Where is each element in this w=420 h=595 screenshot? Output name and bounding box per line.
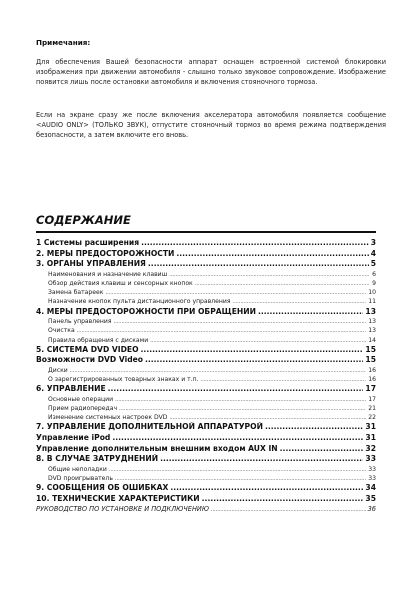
toc-leader-dots	[233, 298, 367, 306]
toc-entry-label: Управление дополнительным внешним входом AUX IN	[36, 443, 278, 453]
toc-entry-page: 33	[368, 465, 376, 473]
toc-entry-page: 13	[365, 306, 376, 316]
toc-entry[interactable]	[36, 297, 376, 306]
toc-leader-dots	[141, 238, 369, 249]
toc-leader-dots	[211, 505, 366, 514]
toc-entry-page: 3	[370, 238, 376, 247]
toc-leader-dots	[141, 345, 364, 356]
toc-entry[interactable]	[36, 413, 376, 422]
toc-entry-label: Диски	[48, 366, 68, 374]
toc-entry-page: 14	[368, 336, 376, 344]
toc-entry[interactable]	[36, 504, 376, 514]
toc-entry-label: Правила обращения с дисками	[48, 336, 149, 344]
table-of-contents	[36, 238, 376, 514]
toc-entry[interactable]	[36, 238, 376, 249]
notes-heading: Примечания:	[36, 38, 91, 47]
toc-entry[interactable]	[36, 366, 376, 375]
toc-entry-label: 6. УПРАВЛЕНИЕ	[36, 384, 106, 394]
toc-entry-label: 7. УПРАВЛЕНИЕ ДОПОЛНИТЕЛЬНОЙ АППАРАТУРОЙ	[36, 422, 263, 432]
toc-entry-label: Обзор действия клавиш и сенсорных кнопок	[48, 279, 193, 287]
toc-leader-dots	[202, 494, 364, 505]
toc-leader-dots	[169, 271, 370, 279]
toc-entry-page: 6	[372, 270, 376, 278]
toc-entry[interactable]	[36, 279, 376, 288]
toc-entry-label: 9. СООБЩЕНИЯ ОБ ОШИБКАХ	[36, 483, 169, 493]
toc-leader-dots	[70, 367, 367, 375]
toc-entry-label: О зарегистрированных товарных знаках и т.п.	[48, 376, 199, 384]
toc-entry-label: РУКОВОДСТВО ПО УСТАНОВКЕ И ПОДКЛЮЧЕНИЮ	[36, 505, 209, 514]
toc-entry-label: 4. МЕРЫ ПРЕДОСТОРОЖНОСТИ ПРИ ОБРАЩЕНИИ	[36, 306, 256, 316]
toc-entry[interactable]	[36, 317, 376, 326]
toc-entry[interactable]	[36, 259, 376, 270]
toc-entry-page: 36	[367, 505, 376, 514]
toc-leader-dots	[201, 376, 367, 384]
toc-leader-dots	[115, 475, 366, 483]
toc-leader-dots	[170, 483, 363, 494]
toc-entry-label: Возможности DVD Video	[36, 355, 144, 365]
toc-entry-page: 31	[365, 422, 376, 432]
toc-entry-page: 13	[368, 318, 376, 326]
toc-entry[interactable]	[36, 404, 376, 413]
toc-divider	[36, 231, 376, 233]
toc-leader-dots	[148, 259, 369, 270]
toc-entry-label: 2. МЕРЫ ПРЕДОСТОРОЖНОСТИ	[36, 248, 175, 258]
toc-leader-dots	[77, 327, 367, 335]
toc-entry-page: 11	[368, 298, 376, 306]
toc-entry[interactable]	[36, 307, 376, 318]
toc-entry-label: Управление iPod	[36, 433, 111, 442]
notes-paragraph-1: Для обеспечения Вашей безопасности аппарат оснащен встроенной системой блокировки изображения при движении автомобиля - слышно только звуковое сопровождение. Изображение появится лишь после остановки автомобиля и включения стояночного тормоза.	[36, 58, 386, 86]
toc-entry-label: Изменение системных настроек DVD	[48, 414, 168, 422]
toc-entry-label: Назначение кнопок пульта дистанционного управления	[48, 298, 231, 306]
toc-entry-page: 34	[365, 483, 376, 493]
toc-entry-label: Замена батареек	[48, 289, 104, 297]
toc-entry[interactable]	[36, 454, 376, 465]
toc-leader-dots	[258, 307, 363, 318]
toc-leader-dots	[145, 355, 363, 366]
toc-entry[interactable]	[36, 444, 376, 455]
toc-entry-page: 13	[368, 327, 376, 335]
toc-leader-dots	[160, 454, 363, 465]
notes-paragraph-2: Если на экране сразу же после включения акселератора автомобиля появляется сообщение <AUDIO ONLY> (ТОЛЬКО ЗВУК), отпустите стояночный тормоз во время режима подтверждения безопасности, а затем включите его вновь.	[36, 111, 386, 139]
toc-entry-page: 15	[365, 355, 376, 365]
toc-entry[interactable]	[36, 336, 376, 345]
toc-leader-dots	[114, 318, 367, 326]
toc-leader-dots	[195, 280, 370, 288]
toc-entry-page: 33	[368, 474, 376, 482]
toc-entry[interactable]	[36, 433, 376, 444]
toc-entry[interactable]	[36, 326, 376, 335]
toc-entry-page: 31	[365, 433, 376, 442]
toc-entry-label: DVD проигрыватель	[48, 474, 113, 482]
toc-entry[interactable]	[36, 249, 376, 260]
toc-entry-label: 10. ТЕХНИЧЕСКИЕ ХАРАКТЕРИСТИКИ	[36, 493, 200, 503]
toc-entry-page: 32	[365, 443, 376, 453]
toc-entry-label: Прием радиопередач	[48, 405, 118, 413]
toc-leader-dots	[280, 444, 364, 455]
toc-entry-page: 17	[368, 395, 376, 403]
toc-entry-label: Основные операции	[48, 395, 114, 403]
toc-entry-page: 10	[368, 289, 376, 297]
toc-entry-label: Очистка	[48, 327, 75, 335]
toc-leader-dots	[169, 414, 366, 422]
toc-entry-page: 22	[368, 414, 376, 422]
toc-entry-page: 35	[365, 493, 376, 503]
toc-leader-dots	[150, 337, 366, 345]
toc-entry[interactable]	[36, 474, 376, 483]
toc-entry[interactable]	[36, 375, 376, 384]
toc-entry-page: 16	[368, 376, 376, 384]
toc-entry[interactable]	[36, 395, 376, 404]
toc-leader-dots	[119, 405, 366, 413]
toc-entry-label: 1 Системы расширения	[36, 238, 140, 247]
toc-entry[interactable]	[36, 270, 376, 279]
toc-entry-page: 16	[368, 366, 376, 374]
toc-entry-label: 5. СИСТЕМА DVD VIDEO	[36, 344, 139, 354]
toc-entry[interactable]	[36, 345, 376, 356]
toc-leader-dots	[265, 422, 363, 433]
toc-title: СОДЕРЖАНИЕ	[36, 213, 131, 227]
toc-entry-page: 15	[365, 344, 376, 354]
toc-entry-page: 5	[370, 259, 376, 269]
toc-entry-label: Общие неполадки	[48, 465, 107, 473]
toc-leader-dots	[115, 396, 366, 404]
toc-entry-page: 4	[370, 248, 376, 258]
toc-entry[interactable]	[36, 483, 376, 494]
toc-entry[interactable]	[36, 465, 376, 474]
toc-entry-label: Наименования и назначение клавиш	[48, 270, 168, 278]
toc-leader-dots	[105, 289, 366, 297]
toc-entry-page: 33	[365, 454, 376, 464]
toc-entry-label: 3. ОРГАНЫ УПРАВЛЕНИЯ	[36, 259, 146, 269]
toc-entry[interactable]	[36, 384, 376, 395]
toc-entry-page: 17	[365, 384, 376, 394]
toc-entry[interactable]	[36, 422, 376, 433]
toc-leader-dots	[112, 433, 363, 444]
toc-entry-page: 21	[368, 405, 376, 413]
toc-entry[interactable]	[36, 355, 376, 366]
toc-entry-label: Панель управления	[48, 318, 112, 326]
toc-entry-page: 9	[372, 279, 376, 287]
toc-entry[interactable]	[36, 494, 376, 505]
toc-leader-dots	[176, 249, 368, 260]
toc-entry-label: 8. В СЛУЧАЕ ЗАТРУДНЕНИЙ	[36, 454, 159, 464]
toc-leader-dots	[109, 466, 366, 474]
toc-entry[interactable]	[36, 288, 376, 297]
toc-leader-dots	[108, 384, 364, 395]
